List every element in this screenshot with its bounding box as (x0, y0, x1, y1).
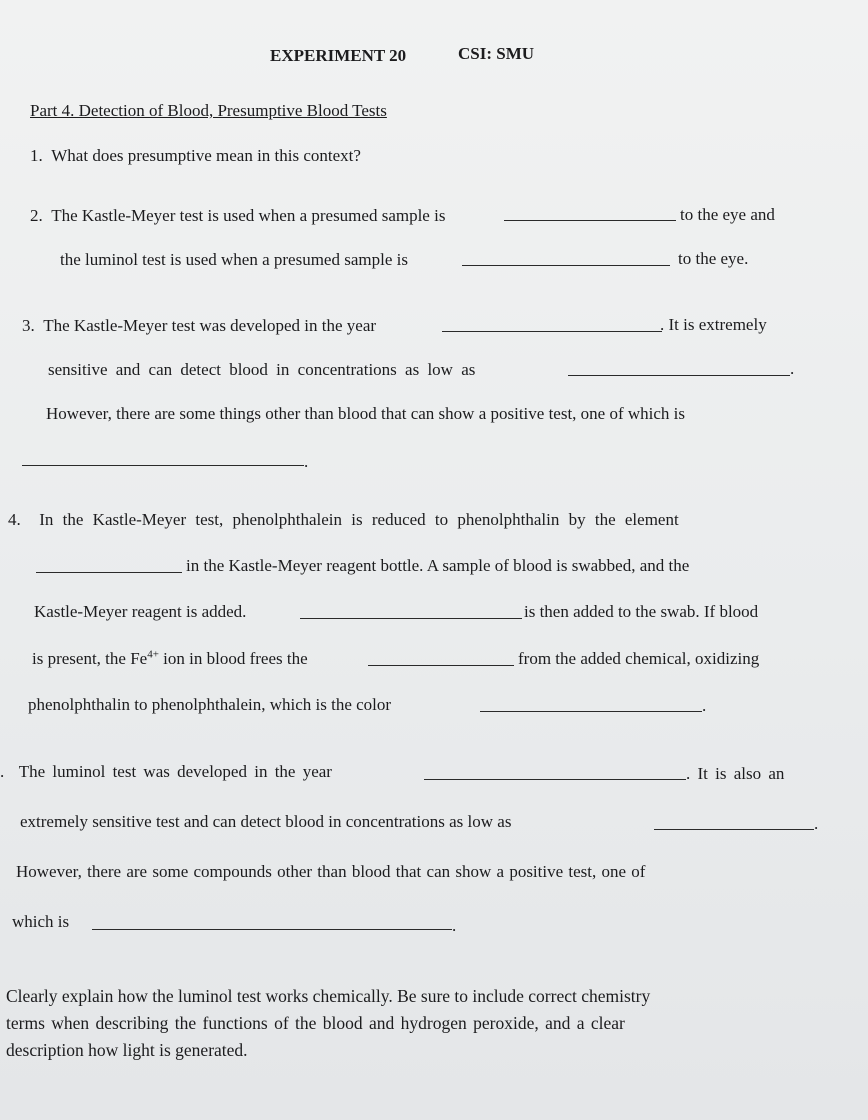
answer-blank[interactable] (654, 813, 814, 830)
question-number: 4. (8, 510, 21, 529)
question-text: to the eye. (678, 249, 749, 268)
answer-blank[interactable] (568, 359, 790, 376)
question-3-line-1 (22, 315, 376, 337)
answer-blank[interactable] (368, 649, 514, 666)
question-text: However, there are some compounds other than blood that can show a positive test, one of (16, 862, 646, 881)
question-text: from the added chemical, oxidizing (518, 649, 760, 668)
question-text: . (304, 452, 309, 471)
charge-superscript: 4+ (147, 648, 159, 661)
answer-blank[interactable] (300, 602, 522, 619)
question-text: . It is also an (686, 764, 785, 783)
question-text: Kastle-Meyer reagent is added. (34, 602, 247, 621)
question-text: In the Kastle-Meyer test, phenolphthalein is reduced to phenolphthalin by the element (39, 510, 679, 529)
question-text: which is (12, 912, 70, 931)
question-text: is present, the Fe (32, 649, 148, 668)
answer-blank[interactable] (480, 695, 702, 712)
question-text: . (452, 916, 457, 935)
question-1 (30, 145, 361, 167)
answer-blank[interactable] (504, 204, 676, 221)
question-4-line-4 (32, 648, 308, 670)
question-4-line-1 (8, 509, 679, 531)
question-text: extremely sensitive test and can detect blood in concentrations as low as (20, 812, 512, 831)
question-text: The luminol test was developed in the year (18, 762, 332, 781)
question-text: phenolphthalin to phenolphthalein, which is the color (28, 695, 392, 714)
answer-blank[interactable] (92, 913, 452, 930)
question-text: description how light is generated. (6, 1040, 248, 1060)
question-number: 1. (30, 146, 43, 165)
answer-blank[interactable] (442, 315, 662, 332)
question-text: . (702, 696, 707, 715)
question-text: ion in blood frees the (158, 649, 308, 668)
question-number: 3. (22, 316, 35, 335)
experiment-label: EXPERIMENT 20 (270, 46, 407, 65)
question-text: to the eye and (680, 205, 775, 224)
question-text: The Kastle-Meyer test was developed in the year (43, 316, 377, 335)
answer-blank[interactable] (462, 249, 670, 266)
question-text: What does presumptive mean in this context? (51, 146, 361, 165)
question-text: . It is extremely (660, 315, 767, 334)
question-text: . (814, 814, 819, 833)
question-text: is then added to the swab. If blood (524, 602, 759, 621)
question-text: sensitive and can detect blood in concentrations as low as (48, 360, 476, 379)
question-text: Clearly explain how the luminol test works chemically. Be sure to include correct chemistry (6, 986, 651, 1006)
question-5-line-1 (0, 761, 332, 783)
question-text: . (790, 359, 795, 378)
course-label: CSI: SMU (458, 44, 535, 63)
question-text: in the Kastle-Meyer reagent bottle. A sample of blood is swabbed, and the (186, 556, 690, 575)
question-number: . (0, 762, 5, 781)
answer-blank[interactable] (36, 556, 182, 573)
question-number: 2. (30, 206, 43, 225)
question-2-line-1 (30, 205, 445, 227)
question-text: the luminol test is used when a presumed sample is (60, 250, 408, 269)
question-text: However, there are some things other than blood that can show a positive test, one of which is (46, 404, 686, 423)
question-text: The Kastle-Meyer test is used when a presumed sample is (51, 206, 446, 225)
answer-blank[interactable] (424, 763, 686, 780)
question-text: terms when describing the functions of the blood and hydrogen peroxide, and a clear (6, 1013, 625, 1033)
answer-blank[interactable] (22, 449, 304, 466)
part-title: Part 4. Detection of Blood, Presumptive Blood Tests (30, 101, 387, 120)
